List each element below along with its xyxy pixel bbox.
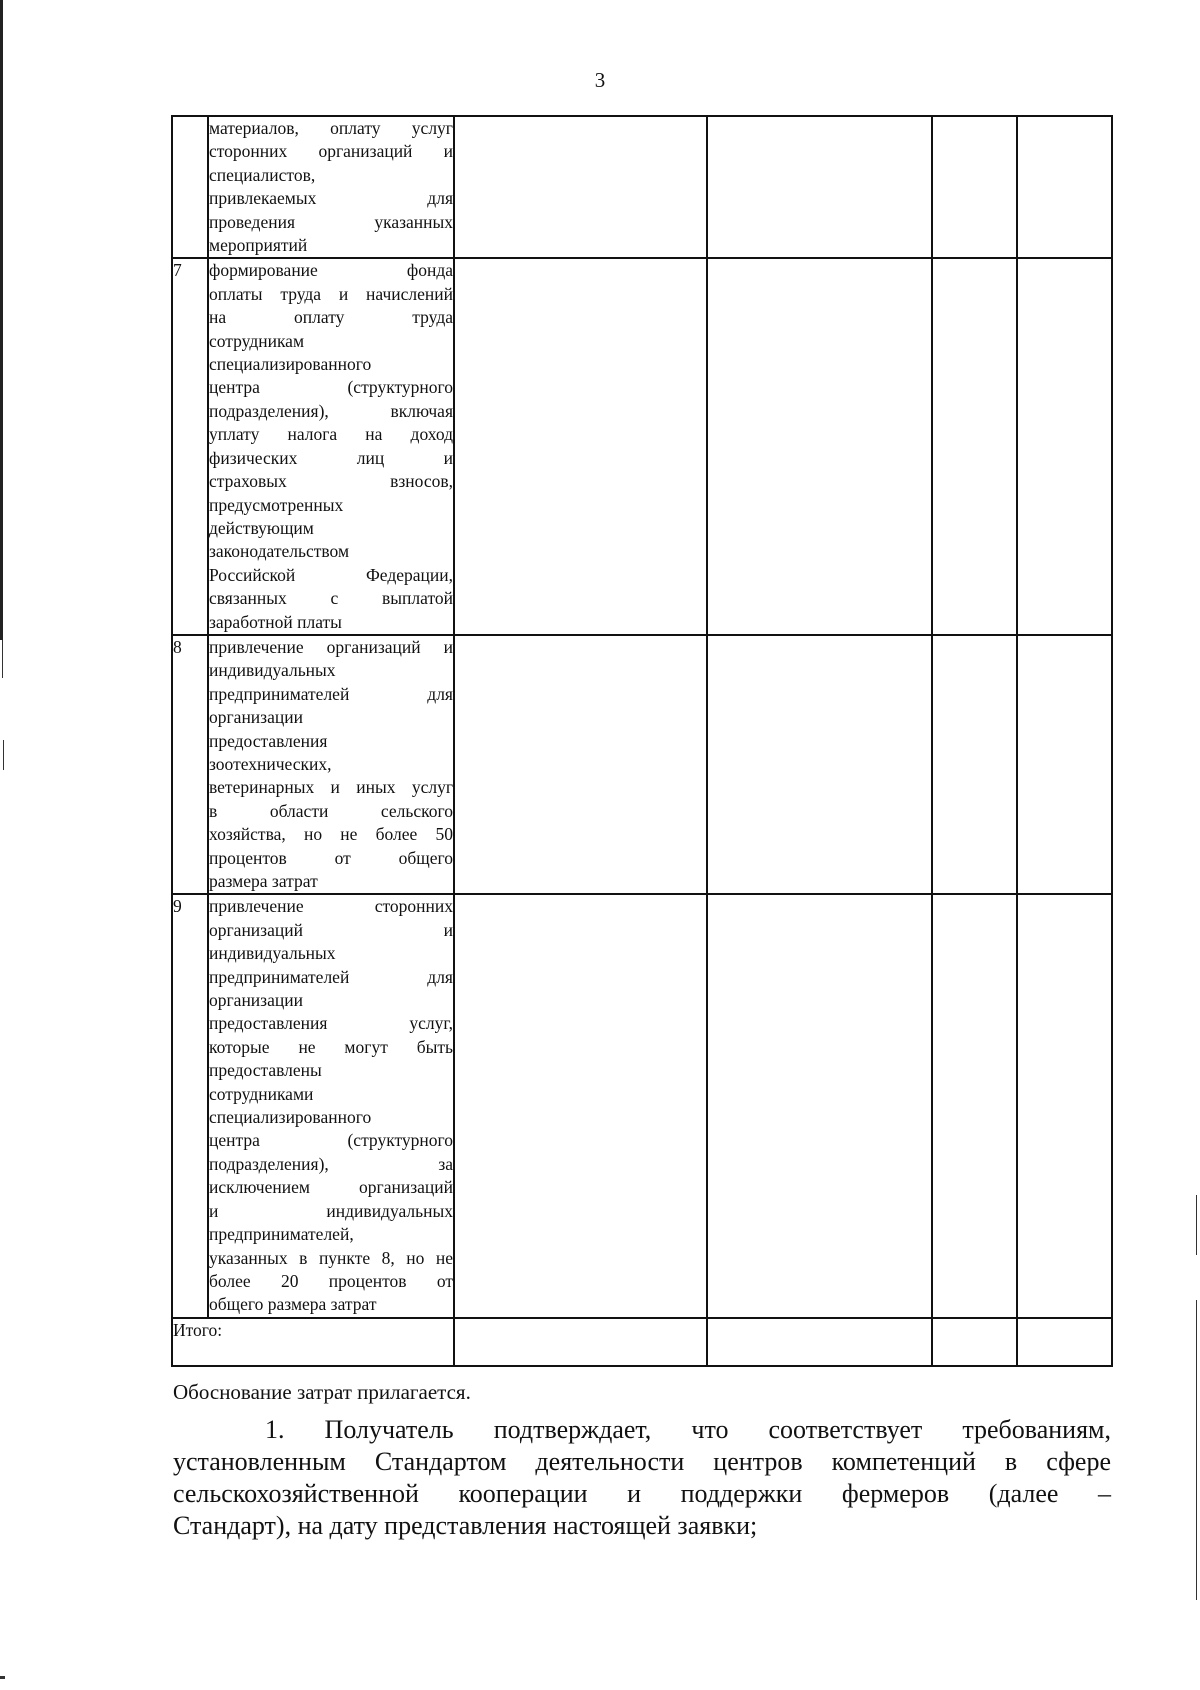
total-cell [707, 1318, 932, 1366]
description-line: предоставления [209, 730, 328, 751]
description-line: подразделения), включая [209, 400, 453, 421]
empty-cell [932, 116, 1017, 258]
paragraph-line: Стандарт), на дату представления настоящей заявки; [173, 1511, 758, 1540]
description-line: специализированного [209, 1107, 372, 1128]
total-cell [454, 1318, 707, 1366]
description-line: предпринимателей, [209, 1224, 354, 1245]
description-line: физических лиц и [209, 447, 453, 468]
description-line: Российской Федерации, [209, 564, 453, 585]
description-line: законодательством [209, 541, 350, 562]
empty-cell [1017, 116, 1112, 258]
description-line: организации [209, 707, 303, 728]
description-line: организаций и [209, 919, 453, 940]
description-line: предоставления услуг, [209, 1013, 453, 1034]
empty-cell [707, 894, 932, 1317]
table-row [172, 635, 1112, 894]
row-number [172, 116, 208, 258]
paragraph-line: 1. Получатель подтверждает, что соответствует требованиям, [265, 1415, 1111, 1444]
empty-cell [1017, 894, 1112, 1317]
scan-mark [0, 1676, 5, 1679]
description-line: в области сельского [209, 800, 453, 821]
page-number: 3 [594, 68, 606, 92]
description-line: мероприятий [209, 235, 308, 256]
expense-description [208, 894, 454, 1317]
compliance-paragraph [173, 1414, 1111, 1542]
description-line: индивидуальных [209, 660, 336, 681]
expense-description [208, 635, 454, 894]
description-line: более 20 процентов от [209, 1270, 453, 1291]
description-line: страховых взносов, [209, 471, 453, 492]
empty-cell [454, 258, 707, 635]
empty-cell [1017, 635, 1112, 894]
table-row [172, 116, 1112, 258]
description-line: предпринимателей для [209, 966, 453, 987]
cost-table [171, 115, 1113, 1367]
description-line: процентов от общего [209, 847, 453, 868]
total-cell [1017, 1318, 1112, 1366]
total-row [172, 1318, 1112, 1366]
paragraph-line: сельскохозяйственной кооперации и поддержки фермеров (далее – [173, 1479, 1111, 1508]
paragraph-line: установленным Стандартом деятельности центров компетенций в сфере [173, 1447, 1111, 1476]
description-line: ветеринарных и иных услуг [209, 777, 453, 798]
description-line: формирование фонда [209, 260, 453, 281]
description-line: организации [209, 990, 303, 1011]
empty-cell [932, 894, 1017, 1317]
empty-cell [932, 258, 1017, 635]
row-number: 8 [172, 635, 208, 894]
total-cell [932, 1318, 1017, 1366]
description-line: проведения указанных [209, 211, 453, 232]
description-line: на оплату труда [209, 307, 453, 328]
table-row [172, 258, 1112, 635]
scan-mark [3, 740, 4, 770]
empty-cell [454, 635, 707, 894]
cost-justification-note: Обоснование затрат прилагается. [173, 1380, 471, 1404]
description-line: действующим [209, 517, 314, 538]
description-line: центра (структурного [209, 1130, 453, 1151]
description-line: сторонних организаций и [209, 141, 453, 162]
description-line: размера затрат [209, 871, 318, 891]
total-label: Итого: [172, 1318, 454, 1366]
scan-edge-left [0, 0, 3, 640]
description-line: хозяйства, но не более 50 [209, 824, 453, 845]
description-line: центра (структурного [209, 377, 453, 398]
empty-cell [454, 894, 707, 1317]
description-line: подразделения), за [209, 1153, 453, 1174]
expense-description [208, 258, 454, 635]
empty-cell [707, 258, 932, 635]
description-line: исключением организаций [209, 1177, 453, 1198]
description-line: предпринимателей для [209, 683, 453, 704]
expense-description [208, 116, 454, 258]
description-line: предусмотренных [209, 494, 344, 515]
description-line: связанных с выплатой [209, 588, 453, 609]
description-line: и индивидуальных [209, 1200, 453, 1221]
empty-cell [932, 635, 1017, 894]
description-line: индивидуальных [209, 943, 336, 964]
description-line: привлечение организаций и [209, 636, 453, 657]
empty-cell [707, 116, 932, 258]
scan-mark [1196, 1195, 1197, 1255]
description-line: сотрудниками [209, 1083, 314, 1104]
description-line: специалистов, [209, 164, 316, 185]
description-line: предоставлены [209, 1060, 322, 1081]
scan-mark [1196, 1300, 1197, 1600]
description-line: сотрудникам [209, 330, 305, 351]
cost-table-body [172, 116, 1112, 1366]
description-line: материалов, оплату услуг [209, 118, 453, 138]
description-line: указанных в пункте 8, но не [209, 1247, 453, 1268]
description-line: зоотехнических, [209, 753, 332, 774]
scan-mark [2, 640, 3, 678]
empty-cell [707, 635, 932, 894]
description-line: привлечение сторонних [209, 896, 453, 917]
empty-cell [454, 116, 707, 258]
row-number: 9 [172, 894, 208, 1317]
table-row [172, 894, 1112, 1317]
description-line: которые не могут быть [209, 1036, 453, 1057]
description-line: общего размера затрат [209, 1294, 377, 1315]
description-line: уплату налога на доход [209, 424, 453, 445]
row-number: 7 [172, 258, 208, 635]
empty-cell [1017, 258, 1112, 635]
description-line: заработной платы [209, 611, 342, 632]
description-line: специализированного [209, 354, 372, 375]
description-line: оплаты труда и начислений [209, 283, 453, 304]
description-line: привлекаемых для [209, 188, 453, 209]
